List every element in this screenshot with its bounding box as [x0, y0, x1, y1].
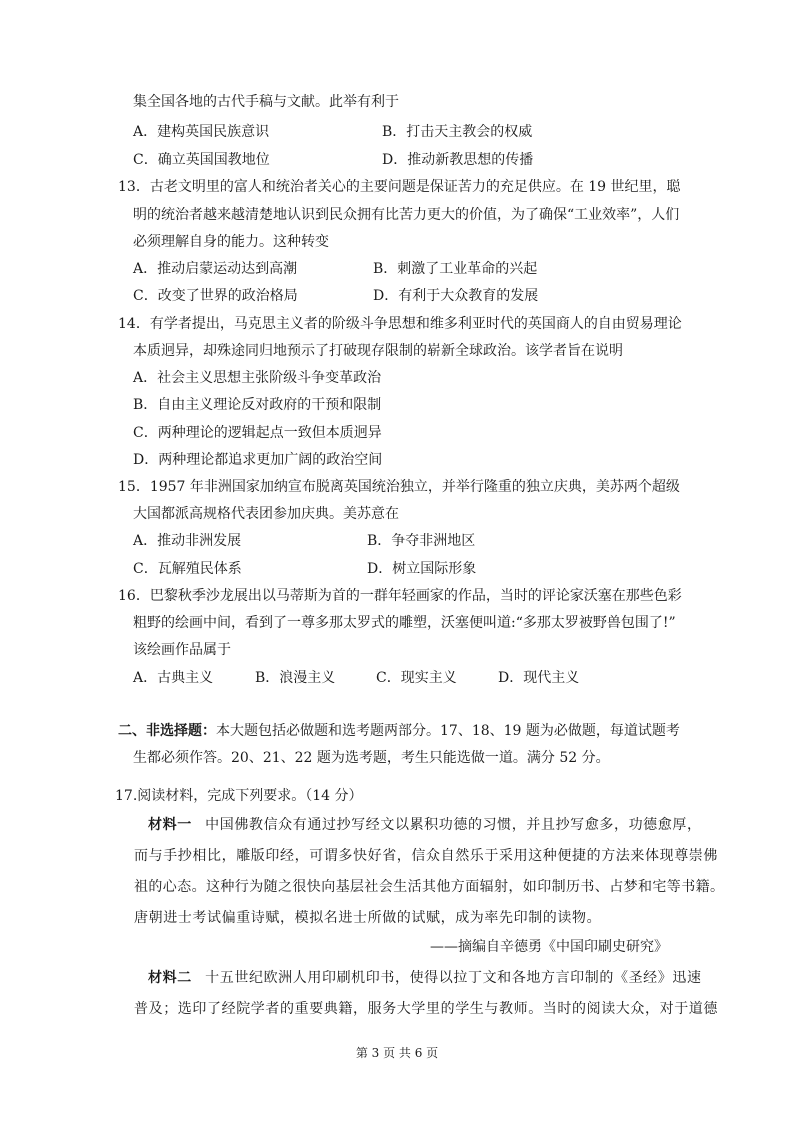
- q17-material2-label: 材料二: [148, 970, 192, 986]
- q16-stem-line2: 粗野的绘画中间，看到了一尊多那太罗式的雕塑，沃塞便叫道:“多那太罗被野兽包围了!”: [133, 615, 676, 631]
- q17-material1-line4: 唐朝进士考试偏重诗赋，模拟名进士所做的试赋，成为率先印制的读物。: [134, 910, 602, 926]
- q12-continuation: 集全国各地的古代手稿与文献。此举有利于: [133, 94, 399, 110]
- q17-material2-line1: [148, 968, 702, 988]
- q15-option-b: B．争夺非洲地区: [367, 533, 476, 549]
- q17-material2-line2: 普及；选印了经院学者的重要典籍，服务大学里的学生与教师。当时的阅读大众，对于道德: [134, 1001, 718, 1017]
- part2-instructions-line2: 生都必须作答。20、21、22 题为选考题，考生只能选做一道。满分 52 分。: [133, 750, 610, 766]
- q15-option-d: D．树立国际形象: [367, 561, 477, 577]
- part2-heading-line1: [118, 721, 680, 741]
- q16-option-a: A．古典主义: [133, 670, 214, 686]
- q17-material1-line1: [148, 815, 702, 835]
- q13-option-c: C．改变了世界的政治格局: [133, 288, 298, 304]
- q16-option-d: D．现代主义: [498, 670, 580, 686]
- q16-option-c: C．现实主义: [376, 670, 457, 686]
- q13-option-b: B．刺激了工业革命的兴起: [373, 261, 538, 277]
- q13-option-a: A．推动启蒙运动达到高潮: [133, 261, 298, 277]
- q15-stem-line2: 大国都派高规格代表团参加庆典。美苏意在: [133, 506, 399, 522]
- q17-material1-label: 材料一: [148, 817, 192, 833]
- q13-stem-line2: 明的统治者越来越清楚地认识到民众拥有比苦力更大的价值，为了确保“工业效率”，人们: [133, 207, 680, 223]
- q17-material1-line3: 祖的心态。这种行为随之很快向基层社会生活其他方面辐射，如印制历书、占梦和宅等书籍。: [134, 879, 725, 895]
- q12-option-a: A．建构英国民族意识: [133, 124, 270, 140]
- q15-option-a: A．推动非洲发展: [133, 533, 242, 549]
- q12-option-b: B．打击天主教会的权威: [382, 124, 533, 140]
- q13-option-d: D．有利于大众教育的发展: [373, 288, 539, 304]
- q17-material1-source: ——摘编自辛德勇《中国印刷史研究》: [430, 939, 668, 955]
- q17-material1-text1: 中国佛教信众有通过抄写经文以累积功德的习惯，并且抄写愈多，功德愈厚，: [205, 817, 702, 833]
- q12-option-d: D．推动新教思想的传播: [382, 152, 534, 168]
- q15-option-c: C．瓦解殖民体系: [133, 561, 242, 577]
- q17-heading: 17.阅读材料，完成下列要求。（14 分）: [115, 788, 363, 804]
- q14-stem-line1: 14．有学者提出，马克思主义者的阶级斗争思想和维多利亚时代的英国商人的自由贸易理论: [118, 316, 682, 332]
- q14-option-d: D．两种理论都追求更加广阔的政治空间: [133, 452, 383, 468]
- q16-option-b: B．浪漫主义: [255, 670, 336, 686]
- q13-stem-line3: 必须理解自身的能力。这种转变: [133, 234, 329, 250]
- q16-stem-line1: 16．巴黎秋季沙龙展出以马蒂斯为首的一群年轻画家的作品，当时的评论家沃塞在那些色彩: [118, 588, 682, 604]
- part2-heading-label: 二、非选择题：: [118, 723, 216, 739]
- page-footer: 第 3 页 共 6 页: [355, 1046, 439, 1060]
- q14-option-b: B．自由主义理论反对政府的干预和限制: [133, 397, 382, 413]
- q14-stem-line2: 本质迥异，却殊途同归地预示了打破现存限制的崭新全球政治。该学者旨在说明: [133, 343, 623, 359]
- q17-material2-text1: 十五世纪欧洲人用印刷机印书，使得以拉丁文和各地方言印制的《圣经》迅速: [205, 970, 702, 986]
- q16-stem-line3: 该绘画作品属于: [133, 642, 231, 658]
- q12-option-c: C．确立英国国教地位: [133, 152, 270, 168]
- part2-instructions-line1: 本大题包括必做题和选考题两部分。17、18、19 题为必做题，每道试题考: [216, 723, 680, 739]
- q14-option-c: C．两种理论的逻辑起点一致但本质迥异: [133, 425, 382, 441]
- q13-stem-line1: 13．古老文明里的富人和统治者关心的主要问题是保证苦力的充足供应。在 19 世纪里，聪: [118, 179, 681, 195]
- q15-stem-line1: 15．1957 年非洲国家加纳宣布脱离英国统治独立，并举行隆重的独立庆典，美苏两个超级: [118, 479, 680, 495]
- q14-option-a: A．社会主义思想主张阶级斗争变革政治: [133, 370, 382, 386]
- q17-material1-line2: 而与手抄相比，雕版印经，可谓多快好省，信众自然乐于采用这种便捷的方法来体现尊崇佛: [134, 848, 718, 864]
